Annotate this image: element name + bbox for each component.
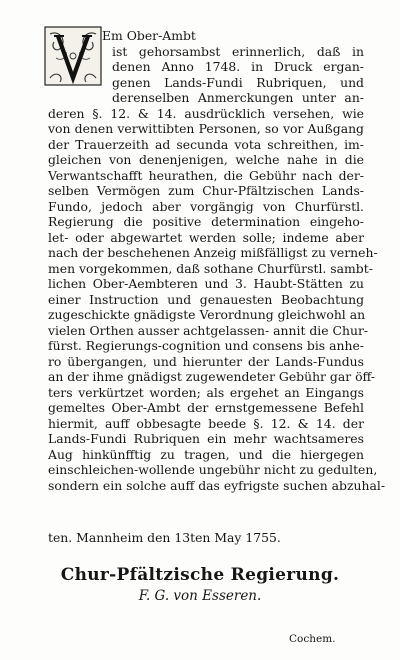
decree-line: gemeltes Ober-Ambt der ernstgemessene Befehl bbox=[48, 400, 364, 415]
decree-line: vielen Orthen ausser achtgelassen- annit die Chur- bbox=[48, 322, 369, 338]
decree-line: denen Anno 1748. in Druck ergan- bbox=[112, 59, 364, 74]
decree-line: genen Lands-Fundi Rubriquen, und bbox=[112, 74, 364, 90]
decree-line: Fundo, jedoch aber vorgängig von Churfürstl. bbox=[48, 198, 364, 214]
decree-opening-line: Em Ober-Ambt bbox=[102, 28, 196, 43]
decree-line: gleichen von denenjenigen, welche nahe in die bbox=[48, 152, 364, 167]
ornamental-dropcap-icon bbox=[44, 26, 102, 86]
decree-line: ro übergangen, und hierunter der Lands-Fundus bbox=[48, 353, 364, 369]
decree-line: der Trauerzeith ad secunda vota schreithen, im- bbox=[48, 136, 364, 152]
decree-line: derenselben Anmerckungen unter an- bbox=[112, 90, 364, 105]
decree-line: nach der beschehenen Anzeig mißfälligst zu verneh- bbox=[48, 245, 378, 260]
clerk-name: Cochem. bbox=[289, 633, 336, 645]
decree-line: einer Instruction und genauesten Beobachtung bbox=[48, 291, 364, 307]
decree-line: ist gehorsambst erinnerlich, daß in bbox=[112, 43, 364, 59]
decree-closing-line: ten. Mannheim den 13ten May 1755. bbox=[48, 530, 281, 545]
decree-line: an der ihme gnädigst zugewendeter Gebühr gar öff- bbox=[48, 369, 376, 384]
decree-line: selben Vermögen zum Chur-Pfältzischen Lands- bbox=[48, 183, 364, 198]
decree-line: hiermit, auff obbesagte beede §. 12. & 14. der bbox=[48, 415, 364, 431]
decree-line: Lands-Fundi Rubriquen ein mehr wachtsameres bbox=[48, 431, 364, 446]
decree-line: Verwantschafft heurathen, die Gebühr nach der- bbox=[48, 167, 364, 183]
decree-line: deren §. 12. & 14. ausdrücklich versehen, wie bbox=[48, 105, 364, 121]
decree-line: ters verkürtzet worden; als ergehet an Eingangs bbox=[48, 384, 364, 400]
decree-line: let- oder abgewartet werden solle; indeme aber bbox=[48, 229, 364, 245]
decree-line: lichen Ober-Aembteren und 3. Haubt-Stätten zu bbox=[48, 276, 364, 291]
decree-line: zugeschickte gnädigste Verordnung gleichwohl an bbox=[48, 307, 366, 322]
issuing-authority: Chur-Pfältzische Regierung. bbox=[60, 565, 340, 585]
decree-line: einschleichen-wollende ungebühr nicht zu gedulten, bbox=[48, 462, 378, 477]
signatory-name: F. G. von Esseren. bbox=[138, 588, 262, 604]
decree-line: Aug hinkünfftig zu tragen, und die hiergegen bbox=[48, 446, 364, 462]
decree-line: sondern ein solche auff das eyfrigste suchen abzuhal- bbox=[48, 477, 386, 493]
decree-line: von denen verwittibten Personen, so vor Außgang bbox=[48, 121, 364, 136]
decree-line: fürst. Regierungs-cognition und consens bis anhe- bbox=[48, 338, 364, 353]
decree-line: men vorgekommen, daß sothane Churfürstl. sambt- bbox=[48, 260, 373, 276]
decree-line: Regierung die positive determination eingeho- bbox=[48, 214, 364, 229]
